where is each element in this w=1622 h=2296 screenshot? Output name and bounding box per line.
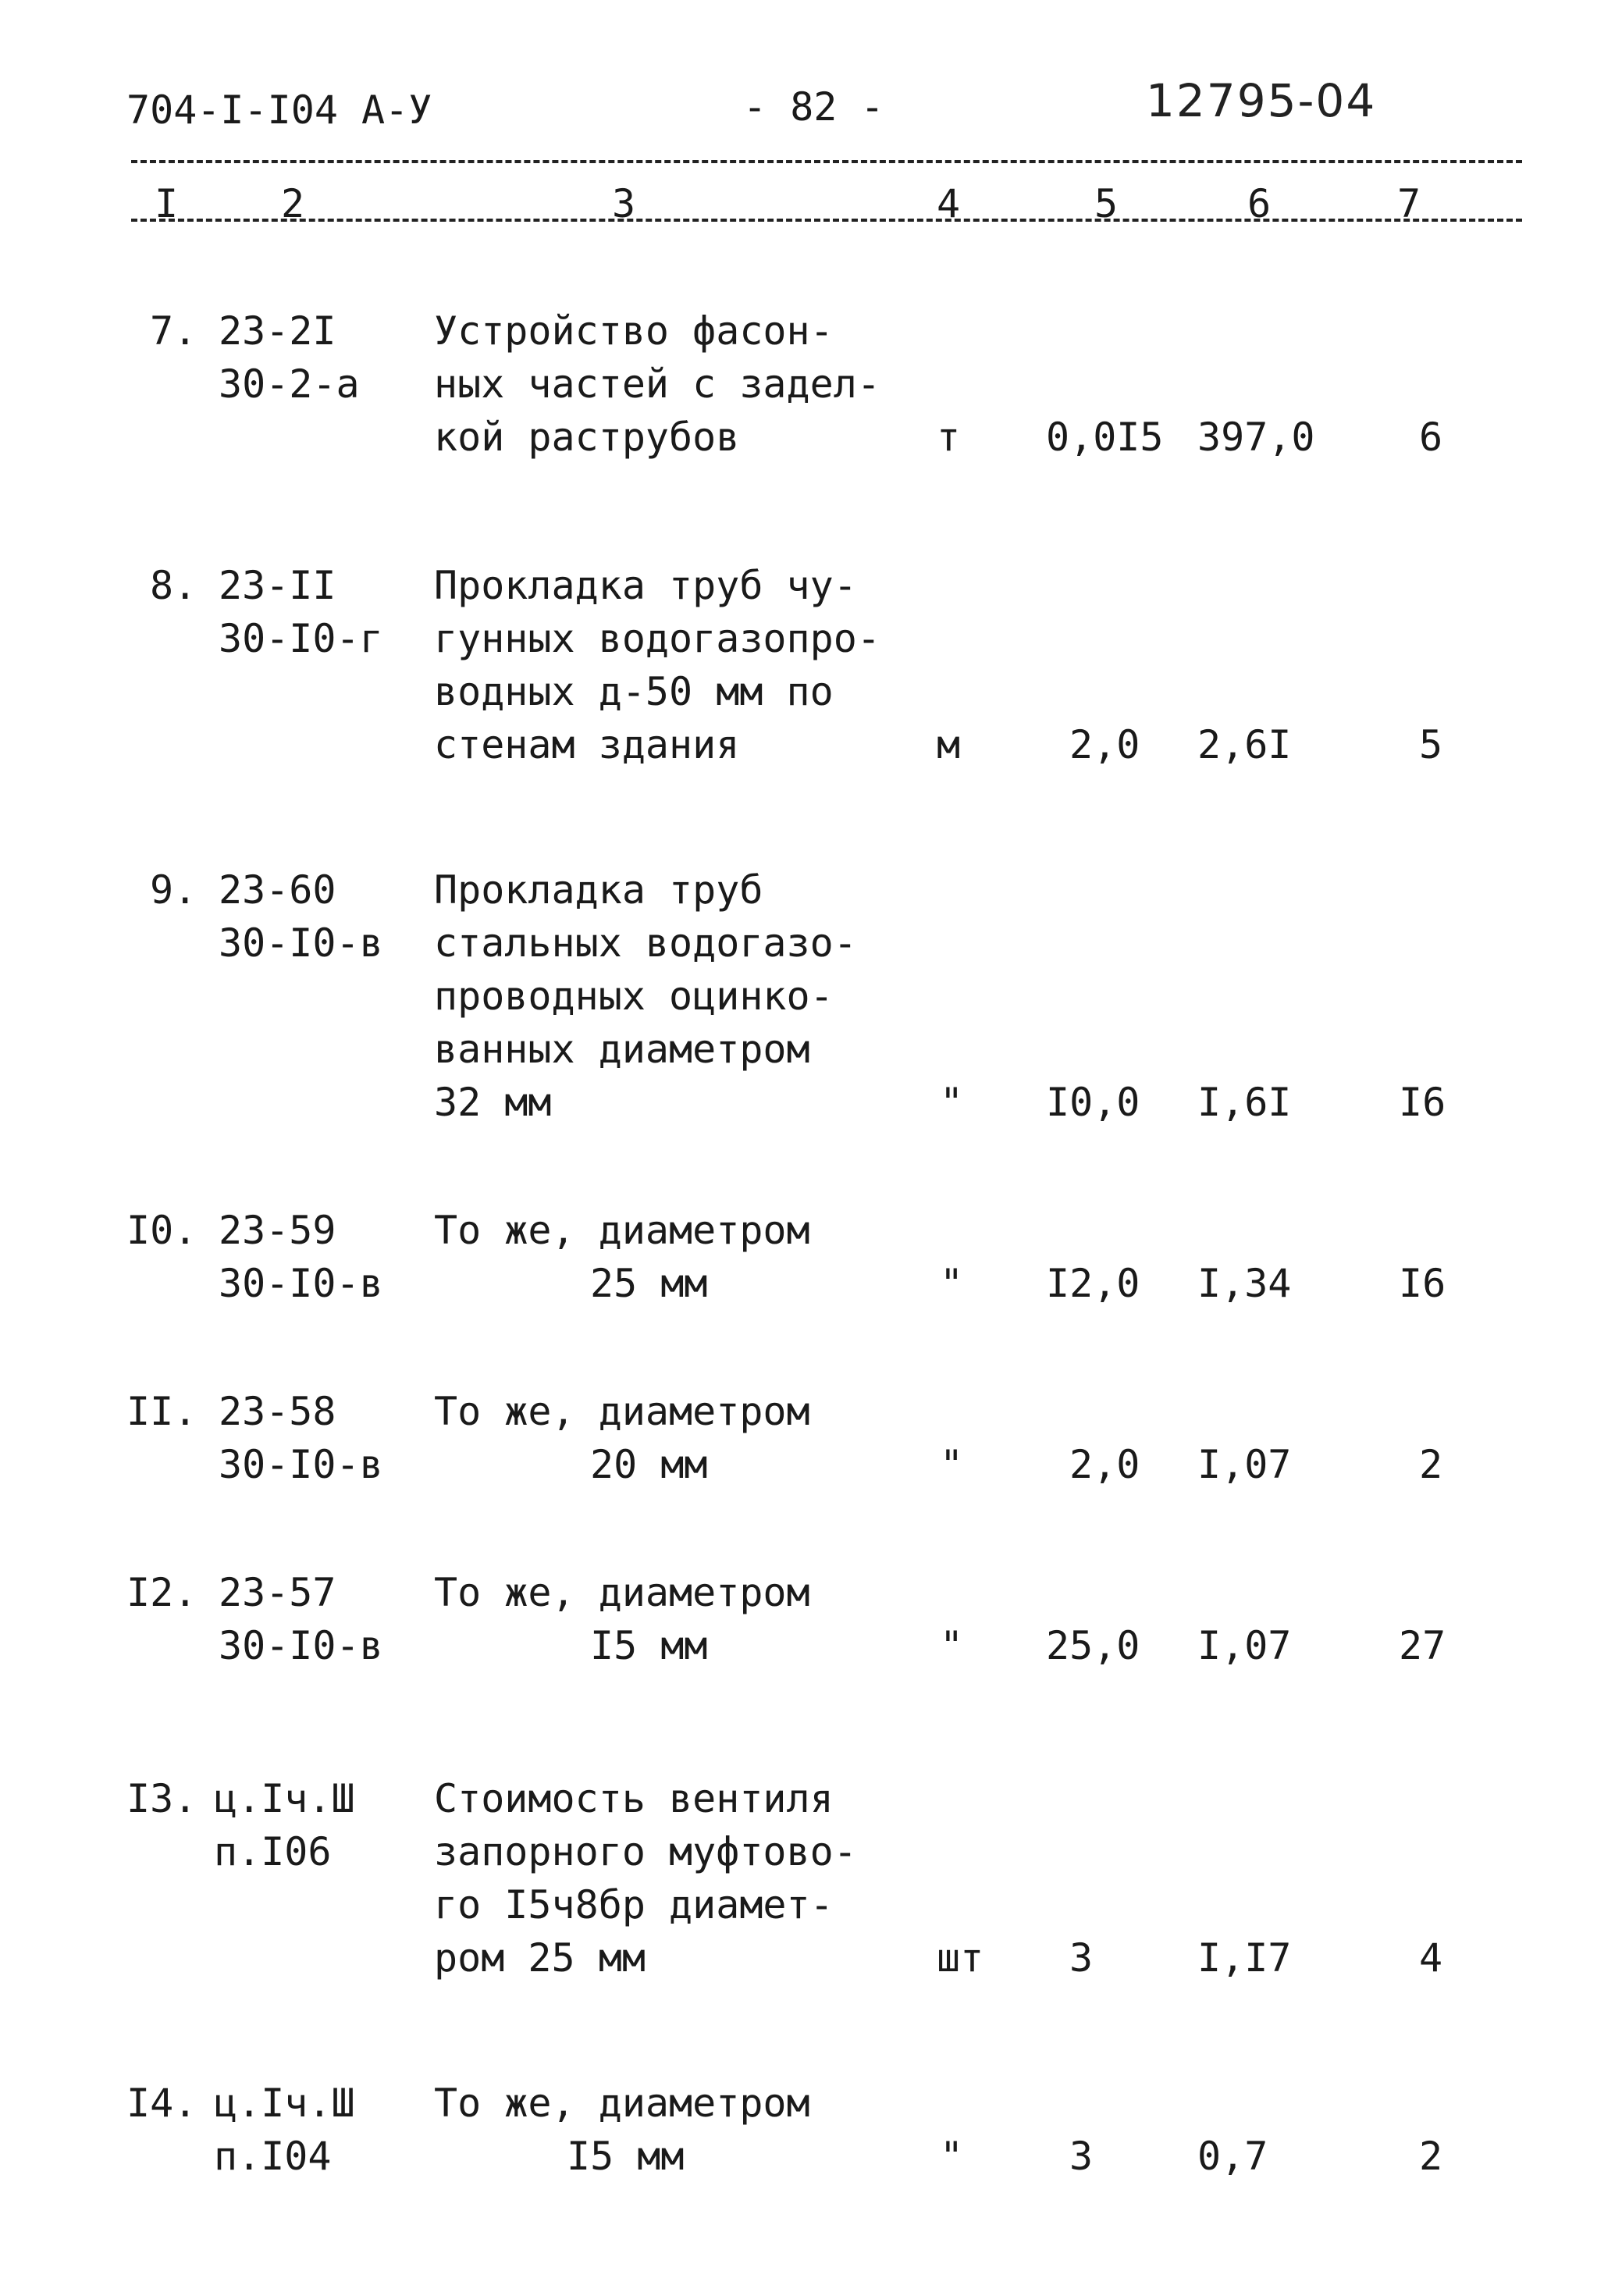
- row-index: 7.: [150, 308, 197, 354]
- row-index: I2.: [126, 1570, 197, 1615]
- row-price: I,I7: [1197, 1935, 1292, 1981]
- description-line: 20 мм: [590, 1442, 708, 1487]
- description-line: Стоимость вентиля: [434, 1776, 834, 1821]
- code-line: п.I06: [214, 1829, 332, 1874]
- row-total: 4: [1419, 1935, 1443, 1981]
- row-unit: ": [940, 1623, 964, 1668]
- row-quantity: I0,0: [1046, 1080, 1140, 1125]
- row-total: 6: [1419, 415, 1443, 460]
- code-line: 30-I0-в: [219, 1261, 383, 1306]
- row-quantity: 2,0: [1069, 722, 1140, 767]
- description-line: запорного муфтово-: [434, 1829, 857, 1874]
- row-total: 2: [1419, 2134, 1443, 2179]
- row-quantity: 25,0: [1046, 1623, 1140, 1668]
- header-divider-top: [131, 160, 1522, 163]
- row-unit: ": [940, 1442, 964, 1487]
- code-line: 23-58: [219, 1389, 336, 1434]
- page-number: - 82 -: [743, 84, 884, 130]
- row-price: I,07: [1197, 1623, 1292, 1668]
- code-line: 30-I0-в: [219, 1442, 383, 1487]
- row-quantity: 0,0I5: [1046, 415, 1164, 460]
- description-line: То же, диаметром: [434, 1208, 810, 1253]
- code-line: п.I04: [214, 2134, 332, 2179]
- column-number-5: 5: [1094, 181, 1119, 226]
- description-line: То же, диаметром: [434, 2081, 810, 2126]
- description-line: кой раструбов: [434, 415, 740, 460]
- row-unit: м: [937, 722, 961, 767]
- code-line: 23-60: [219, 867, 336, 913]
- row-description: [434, 1772, 857, 1985]
- column-number-2: 2: [281, 181, 305, 226]
- column-number-7: 7: [1397, 181, 1421, 226]
- row-price: I,34: [1197, 1261, 1292, 1306]
- row-description: [434, 2077, 810, 2183]
- code-line: 30-I0-в: [219, 1623, 383, 1668]
- description-line: I5 мм: [567, 2134, 685, 2179]
- description-line: То же, диаметром: [434, 1570, 810, 1615]
- row-quantity: 2,0: [1069, 1442, 1140, 1487]
- code-line: 23-57: [219, 1570, 336, 1615]
- row-description: [434, 863, 857, 1129]
- code-line: 23-59: [219, 1208, 336, 1253]
- code-line: ц.Iч.Ш: [214, 1776, 355, 1821]
- description-line: I5 мм: [590, 1623, 708, 1668]
- row-codes: [219, 559, 383, 665]
- row-price: I,07: [1197, 1442, 1292, 1487]
- row-total: 2: [1419, 1442, 1443, 1487]
- row-index: 9.: [150, 867, 197, 913]
- row-index: I4.: [126, 2081, 197, 2126]
- document-code: 704-I-I04 А-У: [126, 87, 432, 133]
- row-quantity: 3: [1069, 1935, 1094, 1981]
- row-description: [434, 559, 880, 771]
- row-total: 27: [1399, 1623, 1446, 1668]
- row-description: [434, 1204, 810, 1310]
- row-codes: [219, 1566, 383, 1672]
- row-unit: т: [937, 415, 961, 460]
- row-total: I6: [1399, 1080, 1446, 1125]
- row-price: I,6I: [1197, 1080, 1292, 1125]
- row-unit: ": [940, 2134, 964, 2179]
- column-number-4: 4: [937, 181, 961, 226]
- code-line: 23-2I: [219, 308, 336, 354]
- row-index: I0.: [126, 1208, 197, 1253]
- description-line: ных частей с задел-: [434, 361, 880, 407]
- row-unit: ": [940, 1261, 964, 1306]
- description-line: 25 мм: [590, 1261, 708, 1306]
- row-unit: ": [940, 1080, 964, 1125]
- row-unit: шт: [937, 1935, 984, 1981]
- description-line: Прокладка труб чу-: [434, 563, 857, 608]
- column-number-6: 6: [1247, 181, 1272, 226]
- row-codes: [219, 1204, 383, 1310]
- column-number-1: I: [155, 181, 179, 226]
- code-line: 30-I0-г: [219, 616, 383, 661]
- description-line: стальных водогазо-: [434, 920, 857, 966]
- description-line: водных д-50 мм по: [434, 669, 834, 714]
- row-codes: [219, 1385, 383, 1491]
- code-line: 30-2-а: [219, 361, 360, 407]
- column-number-3: 3: [612, 181, 636, 226]
- description-line: го I5ч8бр диамет-: [434, 1882, 834, 1928]
- row-index: 8.: [150, 563, 197, 608]
- row-total: 5: [1419, 722, 1443, 767]
- row-quantity: 3: [1069, 2134, 1094, 2179]
- row-description: [434, 1385, 810, 1491]
- row-codes: [214, 2077, 355, 2183]
- row-description: [434, 1566, 810, 1672]
- code-line: ц.Iч.Ш: [214, 2081, 355, 2126]
- description-line: ром 25 мм: [434, 1935, 646, 1981]
- row-codes: [219, 863, 383, 970]
- description-line: То же, диаметром: [434, 1389, 810, 1434]
- row-price: 2,6I: [1197, 722, 1292, 767]
- header-divider-bottom: [131, 219, 1522, 222]
- description-line: ванных диаметром: [434, 1027, 810, 1072]
- handwritten-id: 12795-04: [1146, 74, 1377, 127]
- description-line: Устройство фасон-: [434, 308, 834, 354]
- row-description: [434, 304, 880, 464]
- row-index: I3.: [126, 1776, 197, 1821]
- row-codes: [219, 304, 360, 411]
- description-line: Прокладка труб: [434, 867, 763, 913]
- description-line: проводных оцинко-: [434, 974, 834, 1019]
- row-quantity: I2,0: [1046, 1261, 1140, 1306]
- description-line: 32 мм: [434, 1080, 552, 1125]
- description-line: гунных водогазопро-: [434, 616, 880, 661]
- code-line: 30-I0-в: [219, 920, 383, 966]
- row-price: 0,7: [1197, 2134, 1268, 2179]
- row-total: I6: [1399, 1261, 1446, 1306]
- description-line: стенам здания: [434, 722, 740, 767]
- row-index: II.: [126, 1389, 197, 1434]
- row-price: 397,0: [1197, 415, 1315, 460]
- row-codes: [214, 1772, 355, 1878]
- code-line: 23-II: [219, 563, 336, 608]
